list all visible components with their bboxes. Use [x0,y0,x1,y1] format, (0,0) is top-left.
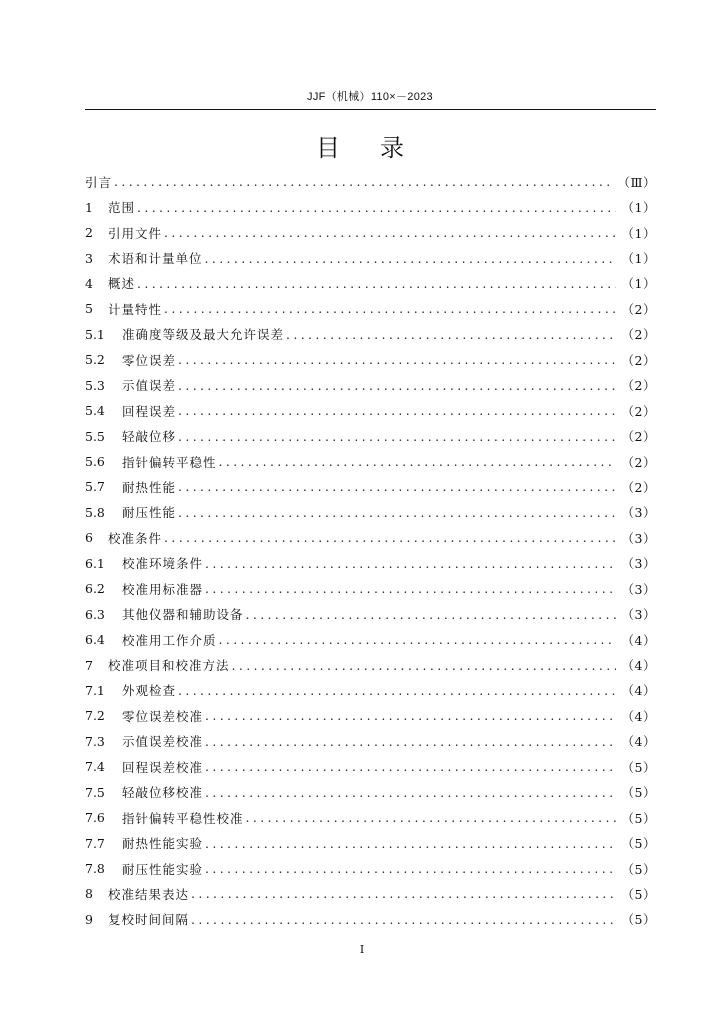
toc-entry-page: （1） [621,225,656,241]
toc-entry[interactable] [85,551,656,576]
toc-entry-number: 2 [85,225,93,241]
toc-dot-leader [205,708,616,723]
toc-entry-number: 6.4 [85,632,105,648]
toc-entry-number: 7.6 [85,810,105,826]
toc-entry-number: 6 [85,530,93,546]
toc-entry-number: 6.3 [85,606,105,622]
toc-dot-leader [205,251,616,266]
toc-dot-leader [205,785,616,800]
toc-entry-label: 校准用工作介质 [122,632,217,648]
toc-entry-label: 外观检查 [122,683,177,699]
toc-entry-page: （3） [621,505,656,521]
toc-entry[interactable] [85,780,656,805]
toc-entry-number: 5.4 [85,403,105,419]
toc-dot-leader [137,200,616,215]
toc-entry-label: 校准条件 [108,530,163,546]
toc-dot-leader [191,912,616,927]
toc-entry[interactable] [85,525,656,550]
toc-entry-label: 耐热性能实验 [122,836,204,852]
toc-entry-number: 7.5 [85,784,105,800]
toc-entry-number: 5 [85,301,93,317]
toc-entry-page: （4） [621,734,656,750]
toc-entry-label: 回程误差 [122,403,177,419]
toc-entry-label: 准确度等级及最大允许误差 [122,327,285,343]
toc-dot-leader [205,556,616,571]
toc-entry-number: 5.6 [85,454,105,470]
toc-entry[interactable] [85,907,656,932]
toc-entry[interactable] [85,729,656,754]
toc-dot-leader [219,632,616,647]
toc-entry-page: （5） [621,836,656,852]
toc-entry-page: （3） [621,607,656,623]
toc-entry-label: 校准环境条件 [122,556,204,572]
toc-entry-number: 6.1 [85,555,105,571]
toc-entry-page: （3） [621,530,656,546]
toc-dot-leader [246,607,616,622]
toc-entry[interactable] [85,423,656,448]
toc-dot-leader [246,810,616,825]
toc-entry-label: 其他仪器和辅助设备 [122,607,244,623]
toc-entry-label: 指针偏转平稳性 [122,454,217,470]
toc-dot-leader [205,734,616,749]
toc-entry-page: （2） [621,352,656,368]
page-title-part2: 录 [380,134,408,162]
toc-entry-page: （2） [621,454,656,470]
toc-entry-label: 概述 [108,276,136,292]
toc-entry-number: 7.4 [85,759,105,775]
toc-entry-label: 范围 [108,200,136,216]
toc-dot-leader [205,861,616,876]
toc-entry-number: 7.7 [85,835,105,851]
toc-entry-label: 零位误差 [122,352,177,368]
toc-entry-number: 5.3 [85,377,105,393]
toc-entry-label: 回程误差校准 [122,759,204,775]
toc-entry[interactable] [85,474,656,499]
toc-entry-page: （2） [621,479,656,495]
toc-entry[interactable] [85,881,656,906]
toc-entry-number: 7.1 [85,682,105,698]
toc-entry-number: 7.8 [85,861,105,877]
toc-dot-leader [164,225,616,240]
toc-entry-label: 零位误差校准 [122,708,204,724]
toc-entry-label: 示值误差校准 [122,734,204,750]
page-title-part1: 目 [316,134,344,162]
toc-entry-number: 5.8 [85,504,105,520]
toc-entry[interactable] [85,856,656,881]
toc-dot-leader [219,454,616,469]
toc-entry-number: 1 [85,199,93,215]
toc-entry-label: 耐热性能 [122,479,177,495]
toc-entry-number: 5.7 [85,479,105,495]
toc-entry[interactable] [85,169,656,194]
toc-entry-label: 校准项目和校准方法 [108,658,230,674]
toc-dot-leader [178,479,616,494]
toc-dot-leader [232,658,616,673]
toc-entry[interactable] [85,576,656,601]
toc-entry-number: 4 [85,275,93,291]
toc-entry-page: （5） [621,861,656,877]
toc-entry-label: 耐压性能 [122,505,177,521]
toc-entry-label: 校准用标准器 [122,581,204,597]
toc-entry-label: 校准结果表达 [108,886,190,902]
toc-entry-number: 8 [85,886,93,902]
toc-entry-page: （Ⅲ） [617,174,656,190]
toc-dot-leader [178,429,616,444]
toc-dot-leader [286,327,616,342]
toc-entry-page: （1） [621,200,656,216]
toc-entry[interactable] [85,754,656,779]
toc-entry-number: 7.3 [85,733,105,749]
toc-entry[interactable] [85,703,656,728]
toc-entry[interactable] [85,652,656,677]
toc-entry[interactable] [85,678,656,703]
toc-dot-leader [164,530,616,545]
toc-entry-page: （5） [621,810,656,826]
toc-entry[interactable] [85,805,656,830]
toc-entry-page: （2） [621,378,656,394]
toc-entry-page: （5） [621,759,656,775]
toc-entry-number: 7.2 [85,708,105,724]
toc-entry-page: （2） [621,429,656,445]
toc-entry-page: （1） [621,276,656,292]
toc-entry-page: （5） [621,912,656,928]
toc-dot-leader [164,301,616,316]
toc-entry-number: 6.2 [85,581,105,597]
toc-entry-label: 指针偏转平稳性校准 [122,810,244,826]
toc-entry-label: 引言 [85,174,113,190]
toc-entry-label: 计量特性 [108,301,163,317]
toc-entry-label: 轻敲位移校准 [122,785,204,801]
toc-dot-leader [205,759,616,774]
toc-entry-number: 3 [85,250,93,266]
toc-entry-number: 5.1 [85,326,105,342]
page-title [0,128,724,163]
toc-dot-leader [178,505,616,520]
toc-entry-label: 耐压性能实验 [122,861,204,877]
toc-entry-page: （3） [621,581,656,597]
table-of-contents [85,169,656,932]
toc-dot-leader [178,352,616,367]
toc-entry-label: 术语和计量单位 [108,251,203,267]
toc-entry-page: （4） [621,632,656,648]
toc-dot-leader [137,276,616,291]
toc-dot-leader [205,581,616,596]
toc-entry[interactable] [85,271,656,296]
toc-dot-leader [178,378,616,393]
toc-entry-page: （2） [621,327,656,343]
document-code-header: JJF（机械）110×－2023 [307,91,433,103]
toc-dot-leader [178,403,616,418]
toc-entry-page: （4） [621,708,656,724]
toc-entry[interactable] [85,500,656,525]
toc-entry[interactable] [85,322,656,347]
toc-dot-leader [205,836,616,851]
toc-entry-label: 引用文件 [108,225,163,241]
toc-entry-label: 轻敲位移 [122,429,177,445]
toc-entry[interactable] [85,627,656,652]
toc-entry[interactable] [85,830,656,855]
toc-entry[interactable] [85,220,656,245]
toc-entry[interactable] [85,347,656,372]
toc-entry[interactable] [85,245,656,270]
toc-entry-number: 7 [85,657,93,673]
page-number: I [359,943,365,956]
toc-entry-page: （5） [621,785,656,801]
toc-entry-page: （1） [621,251,656,267]
toc-entry-page: （3） [621,556,656,572]
toc-entry[interactable] [85,373,656,398]
toc-entry[interactable] [85,194,656,219]
toc-entry-label: 示值误差 [122,378,177,394]
header-rule [85,109,656,110]
toc-entry-page: （5） [621,886,656,902]
toc-entry-number: 5.2 [85,352,105,368]
toc-entry[interactable] [85,601,656,626]
toc-entry-page: （2） [621,301,656,317]
toc-dot-leader [178,683,616,698]
toc-dot-leader [191,886,616,901]
toc-entry[interactable] [85,296,656,321]
toc-entry-page: （4） [621,683,656,699]
toc-entry-number: 5.5 [85,428,105,444]
toc-entry[interactable] [85,398,656,423]
toc-entry-label: 复校时间间隔 [108,912,190,928]
toc-entry-page: （2） [621,403,656,419]
toc-entry[interactable] [85,449,656,474]
toc-entry-page: （4） [621,658,656,674]
toc-entry-number: 9 [85,911,93,927]
toc-dot-leader [114,174,611,189]
